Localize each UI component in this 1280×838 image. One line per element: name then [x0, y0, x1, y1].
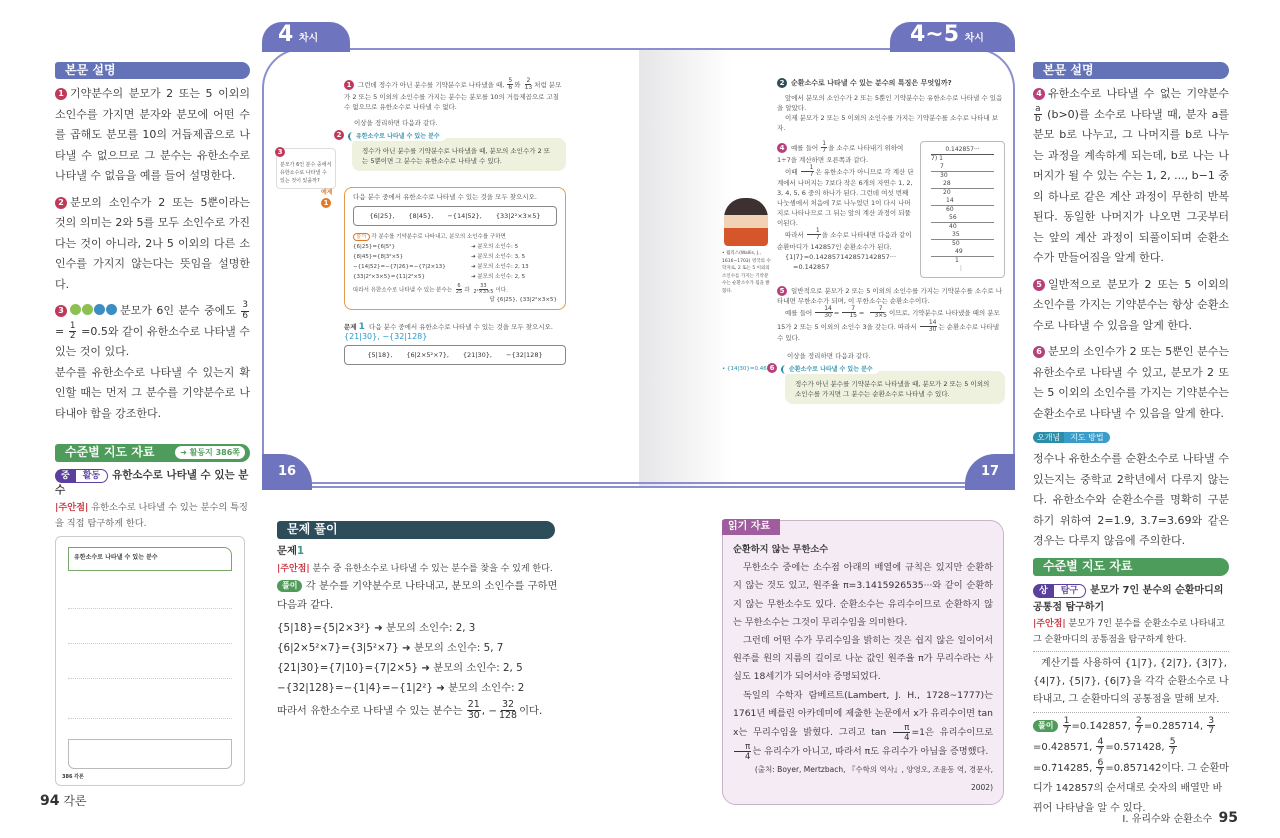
problem-label: 문제 [277, 545, 297, 557]
explanation-item-5 [1033, 275, 1229, 337]
numerator: 1 [69, 320, 76, 331]
page-number-right: 17 [965, 454, 1015, 490]
fraction [455, 284, 463, 296]
solution-equation: −{14|52}=−{7|26}=−{7|2×13} [353, 263, 446, 270]
marker-3: 3 [275, 147, 285, 157]
numerator: 3 [242, 300, 248, 311]
level-title-text: 유한소수로 나타낼 수 있는 분수 [55, 469, 249, 496]
summary-text: 이상을 정리하면 다음과 같다. [354, 118, 438, 127]
right-page-content [769, 78, 1005, 404]
solution-result: ➜ 분모의 소인수: 2, 5 [471, 273, 526, 280]
division-step: 49 [931, 248, 994, 257]
division-step: 14 [931, 197, 994, 206]
note-text: 분모가 7인 분수를 순환소수로 나타내고 그 순환마디의 공통점을 탐구하게 한다. [1033, 618, 1225, 645]
problem-title [277, 542, 562, 562]
heading-text: 순환소수로 나타낼 수 있는 분수의 특징은 무엇일까? [791, 79, 952, 87]
division-quotient: 0.142857··· [931, 146, 994, 155]
denominator: 3×5 [874, 312, 887, 320]
paragraph-4 [777, 141, 914, 278]
numerator: 1 [822, 140, 827, 147]
worksheet-link[interactable] [175, 446, 245, 459]
numerator: π [893, 723, 910, 733]
page-bottom-line [312, 482, 639, 488]
definition-title: 유한소수로 나타낼 수 있는 분수 [348, 132, 446, 141]
denominator: 7 [1063, 725, 1070, 737]
denominator: 6 [242, 310, 248, 321]
fraction-option: {6|2×5²×7}, [406, 351, 449, 360]
fraction-option: {5|18}, [367, 351, 393, 360]
fraction [507, 78, 513, 92]
reading-box [722, 520, 1004, 805]
solution-result: ➜ 분모의 소인수: 5 [471, 243, 519, 250]
item-text: 일반적으로 분모가 2 또는 5 이외의 소인수를 가지는 기약분수는 항상 순환소수로 나타낼 수 있음을 알게 한다. [1033, 277, 1229, 332]
numerator: a [1035, 103, 1041, 114]
fraction [467, 700, 481, 721]
item-text: 분모의 소인수가 2 또는 5뿐인 분수는 유한소수로 나타낼 수 있고, 분모가 2 또는 5 이외의 소인수를 가지는 기약분수는 순환소수로 나타낼 수 있음을 알게 한다. [1033, 345, 1229, 420]
division-step: 1 [955, 257, 959, 264]
paragraph-text: 따라서 $\frac{1}{7}$ 을 소수로 나타내면 다음과 같이 순환마디가 142857인 순환소수가 된다. [777, 227, 912, 251]
fraction [815, 306, 833, 320]
competency-badge-icon [106, 304, 117, 315]
footer-right [1122, 810, 1238, 826]
tip-label-text: 지도 방법 [1064, 432, 1109, 443]
paragraph-text: 이제 분모가 2 또는 5 이외의 소인수를 가지는 기약분수를 소수로 나타내 보자. [777, 114, 999, 132]
section-header-solution: 문제 풀이 [277, 521, 555, 539]
solution-equation: {8|45}={8|3²×5} [353, 253, 404, 260]
tab-number: 4~5 [910, 22, 960, 47]
division-step: 28 [931, 180, 994, 189]
fraction-option: {8|45}, [408, 211, 434, 220]
denominator: 128 [498, 710, 518, 721]
level-title [55, 468, 250, 498]
level-section-right [1033, 582, 1229, 819]
marker-5: 5 [777, 286, 787, 296]
marker-1: 1 [344, 80, 354, 90]
section-header-level-right: 수준별 지도 자료 [1033, 558, 1229, 576]
division-step: 40 [949, 223, 957, 230]
section-header-level [55, 444, 250, 462]
division-step: 7 [931, 163, 994, 172]
explanation-item-1 [55, 84, 250, 187]
numerator: 1 [1063, 714, 1070, 726]
fraction-option: {21|30}, [462, 351, 492, 360]
division-step: 60 [946, 206, 954, 213]
fraction [1135, 716, 1143, 736]
denominator: 7 [1208, 725, 1215, 737]
denominator: 7 [809, 170, 814, 178]
reading-title: 순환하지 않는 무한소수 [733, 544, 829, 555]
numerator: 14 [920, 320, 938, 327]
example-question: 다음 분수 중에서 유한소수로 나타낼 수 있는 것을 모두 찾으시오. [353, 192, 537, 201]
denominator: 25 [455, 288, 463, 295]
tab-label: 차시 [964, 33, 984, 44]
side-question-3 [276, 148, 336, 189]
explanation-item-3 [55, 301, 250, 424]
fraction [1096, 737, 1104, 757]
numerator: π [734, 742, 751, 752]
example-label [321, 188, 335, 209]
denominator: 7 [1135, 725, 1142, 737]
item-number: 1 [55, 88, 67, 100]
denominator: 4 [745, 751, 751, 762]
footer-label: I. 유리수와 순환소수 [1122, 814, 1213, 825]
numerator: 32 [501, 699, 515, 711]
item-number: 6 [1033, 346, 1045, 358]
fraction [241, 301, 249, 320]
competency-badge-icon [82, 304, 93, 315]
fraction [865, 306, 888, 320]
worksheet-thumbnail [55, 536, 245, 786]
problem-number: 1 [296, 545, 305, 557]
fraction [920, 320, 938, 334]
worksheet-line [68, 609, 232, 644]
summary-text: 이상을 정리하면 다음과 같다. [787, 352, 871, 361]
note-text: 유한소수로 나타낼 수 있는 분수의 특징을 직접 탐구하게 한다. [55, 502, 248, 529]
paragraph-text: 일반적으로 분모가 2 또는 5 이외의 소인수를 가지는 기약분수를 소수로 나타내면 무한소수가 되며, 이 무한소수는 순환소수이다. [777, 287, 1003, 305]
fraction-option: −{14|52}, [447, 211, 482, 220]
fraction [1207, 716, 1215, 736]
long-division-box [920, 141, 1005, 278]
solution-result: ➜ 분모의 소인수: 2, 13 [471, 263, 529, 270]
solution-line: {5|18}={5|2×3²} ➜ 분모의 소인수: 2, 3 [277, 621, 476, 634]
fraction [472, 284, 494, 296]
equation: =0.1̇42857̇ [793, 262, 830, 271]
fraction [840, 306, 858, 320]
level-question: 계산기를 사용하여 {1|7}, {2|7}, {3|7}, {4|7}, {5|7}, {6|7}을 각각 순환소수로 나타내고, 그 순환마디의 공통점을 말해 보자. [1033, 652, 1229, 713]
fraction [69, 322, 77, 341]
numerator: 6 [457, 282, 461, 289]
solution-line: −{32|128}=−{1|4}=−{1|2²} ➜ 분모의 소인수: 2 [277, 681, 525, 694]
solution-conclusion: 따라서 유한소수로 나타낼 수 있는 분수는 $\frac{6}{25}$ 과 $\frac{33}{\text{2²×3×5}}$ 이다. [353, 282, 508, 295]
division-step: 56 [931, 214, 994, 223]
problem-number: 1 [358, 322, 365, 333]
tab-number: 4 [278, 22, 294, 47]
item-text: 분모의 소인수가 2 또는 5뿐이라는 것의 의미는 2와 5를 모두 소인수로 가진다는 것이 아니라, 2나 5 이외의 다른 소인수를 가지지 않는다는 뜻임을 설명한다. [55, 195, 250, 291]
example-fractions [353, 206, 557, 226]
fraction [893, 723, 910, 742]
tip-label [1033, 430, 1229, 445]
solution-answer: 답 {6|25}, {33|2²×3×5} [489, 297, 557, 304]
item-number: 2 [55, 197, 67, 209]
side-note-5: • {14|30}=0.46̇ [722, 366, 767, 372]
page-number-left: 16 [262, 454, 312, 490]
numerator: 33 [480, 282, 487, 289]
lesson-tab-right [890, 22, 1015, 52]
note-label: |주안점| [277, 563, 310, 574]
equation: {1|7}=0.142857142857142857··· [785, 252, 897, 261]
explanation-item-6 [1033, 342, 1229, 424]
worksheet-title: 유한소수로 나타낼 수 있는 분수 [68, 547, 232, 571]
marker-2: 2 [334, 130, 344, 140]
solution-pill: 풀이 [277, 580, 302, 592]
level-note [1033, 616, 1229, 652]
division-step: 50 [952, 240, 960, 247]
right-column [1033, 62, 1229, 819]
denominator: 30 [824, 312, 832, 320]
paragraph-text: 예를 들어 $\frac{14}{30}$ = $\frac{7}{15}$ = $\frac{7}{3\times 5}$ 이므로, 기약분수로 나타냈을 때의 분모 15가 2 또는 5 이외의 소인수 3을 갖는다. 따라서 $\frac{14}{30}$ 는 순환소수로 나타낼 수 있다. [777, 305, 1000, 343]
intro-text: 각 분수를 기약분수로 나타내고, 분모의 소인수를 구하면 다음과 같다. [277, 579, 558, 611]
problem-answer-handwritten: {21|30}, −{32|128} [344, 332, 428, 342]
numerator: 4 [1097, 735, 1104, 747]
worksheet-line [68, 644, 232, 679]
fraction [1169, 737, 1177, 757]
level-tag: 상 [1033, 584, 1054, 598]
footer-label: 각론 [63, 794, 87, 808]
item-number: 4 [1033, 88, 1045, 100]
item-text: 분수를 유한소수로 나타낼 수 있는지 확인할 때는 먼저 그 분수를 기약분수로 나타내야 함을 강조한다. [55, 365, 250, 420]
fraction [801, 165, 815, 179]
fraction [498, 700, 518, 721]
solution-row [353, 252, 557, 262]
portrait-caption: • 월리스(Wallis, J., 1616~1703) 영국의 수학자로, 2 또는 5 이외의 소인수를 가지는 기약분수는 순환소수가 됨을 밝혔다. [722, 251, 771, 294]
solution-lines [277, 618, 562, 724]
denominator: 4 [904, 731, 910, 742]
item-text: 분모가 6인 분수 중에도 $\frac{3}{6}$ = $\frac{1}{2}$ =0.5와 같이 유한소수로 나타낼 수 있는 것이 있다. [55, 300, 250, 358]
solution-equation: {6|25}={6|5²} [353, 243, 396, 250]
reading-paragraph: 무한소수 중에는 소수점 아래의 배열에 규칙은 있지만 순환하지 않는 것도 있고, 원주율 π=3.1415926535···와 같이 순환하지 않는 무한소수도 있다. 순환소수는 유리수이므로 순환하지 않는 무한소수는 그것이 무리수임을 의미한다. [733, 562, 993, 628]
fraction [524, 78, 534, 92]
numerator: 2 [1135, 714, 1142, 726]
page-number: 95 [1218, 810, 1238, 826]
fraction-option: −{32|128} [506, 351, 543, 360]
definition-text: 정수가 아닌 분수를 기약분수로 나타냈을 때, 분모가 2 또는 5 이외의 소인수를 가지면 그 분수는 순환소수로 나타낼 수 있다. [795, 380, 990, 399]
worksheet-line [68, 679, 232, 719]
example-solution [353, 232, 557, 306]
solution-line: {21|30}={7|10}={7|2×5} ➜ 분모의 소인수: 2, 5 [277, 661, 523, 674]
marker-6: 6 [767, 363, 777, 373]
numerator: 5 [1169, 735, 1176, 747]
marker-4: 4 [777, 143, 787, 153]
numerator: 14 [815, 306, 833, 313]
fraction-option: {33|2²×3×5} [495, 211, 541, 220]
definition-box-repeating [769, 364, 1005, 404]
fraction [1034, 105, 1042, 124]
fraction [821, 141, 827, 155]
reading-source: (출처: Boyer, Mertzbach, 『수학의 역사』, 양영오, 조윤동 역, 경문사, 2002) [754, 765, 993, 793]
example-box [321, 187, 566, 311]
numerator: 7 [870, 306, 884, 313]
side-question-text: 분모가 6인 분수 중에서 유한소수로 나타낼 수 있는 것이 있을까? [280, 162, 332, 184]
left-page-content [321, 77, 566, 365]
competency-badge-icon [94, 304, 105, 315]
paragraph-text: 예를 들어 $\frac{1}{7}$ 을 소수로 나타내기 위하여 1÷7을 계산하면 오른쪽과 같다. [777, 140, 904, 164]
numerator: 3 [1208, 714, 1215, 726]
reading-paragraph: 독일의 수학자 람베르트(Lambert, J. H., 1728~1777)는 1761년 베를린 아카데미에 제출한 논문에서 x가 유리수이면 tan x는 무리수임을 밝혔다. 그리고 tan $\frac{\pi}{4}$ =1은 유리수이므로 $\frac{\pi}{4}$ 는 유리수가 아니고, 따라서 π도 유리수가 아님을 증명했다. [733, 689, 993, 762]
item-number: 5 [1033, 279, 1045, 291]
tab-label: 차시 [298, 33, 319, 44]
level-tag: 중 [55, 469, 76, 483]
problem-1 [344, 322, 566, 342]
note-label: |주안점| [55, 502, 89, 513]
level-title [1033, 582, 1229, 616]
example-number: 1 [321, 198, 331, 208]
denominator: 7 [1169, 746, 1176, 758]
denominator: b [1035, 114, 1041, 124]
division-step: 35 [931, 231, 994, 240]
solution-note [277, 562, 562, 577]
paragraph-4-row [777, 141, 1005, 278]
solution-row [353, 272, 557, 282]
numerator: 1 [801, 165, 815, 172]
solution-row [353, 262, 557, 272]
solution-intro [277, 577, 562, 616]
page-bottom-line [639, 482, 965, 488]
problem-question: 다음 분수 중에서 유한소수로 나타낼 수 있는 것을 모두 찾으시오. [369, 323, 553, 332]
explanation-text-right [1033, 84, 1229, 552]
explanation-text-left [55, 84, 250, 440]
denominator: 2²×3×5 [473, 288, 494, 295]
numerator: 1 [807, 228, 821, 235]
solution-conclusion: 따라서 유한소수로 나타낼 수 있는 분수는 $\frac{21}{30}$ , − $\frac{32}{128}$ 이다. [277, 699, 543, 721]
activity-tag: 활동 [76, 469, 108, 483]
item-number: 3 [55, 305, 67, 317]
explanation-item-2 [55, 193, 250, 296]
paragraph-text: 앞에서 분모의 소인수가 2 또는 5뿐인 기약분수는 유한소수로 나타낼 수 있음을 알았다. [777, 94, 1003, 112]
solution-section [277, 521, 562, 724]
worksheet-line [68, 579, 232, 609]
page-number: 94 [40, 793, 60, 809]
activity-tag: 탐구 [1054, 584, 1086, 598]
denominator: 7 [815, 234, 820, 242]
section-heading-2 [777, 78, 1005, 88]
fraction [807, 228, 821, 242]
solution-intro: 각 분수를 기약분수로 나타내고, 분모의 소인수를 구하면 [371, 233, 506, 240]
solution-row [353, 242, 557, 252]
solution-label: 풀이 [353, 233, 370, 241]
item-text: 기약분수의 분모가 2 또는 5 이외의 소인수를 가지면 분자와 분모에 어떤 수를 곱해도 분모를 10의 거듭제곱으로 나타낼 수 없으므로 그 분수는 유한소수로 나타낼 수 없음을 예를 들어 설명한다. [55, 87, 250, 182]
arrow-right-icon: ➜ [180, 448, 187, 457]
denominator: 13 [524, 84, 533, 92]
solution-line: {6|2×5²×7}={3|5²×7} ➜ 분모의 소인수: 5, 7 [277, 641, 504, 654]
denominator: 30 [928, 325, 937, 333]
wallis-portrait [724, 198, 768, 246]
example-label-text: 예제 [321, 188, 333, 196]
note-label: |주안점| [1033, 618, 1066, 629]
tip-text: 정수나 유한소수를 순환소수로 나타낼 수 있는지는 중학교 2학년에서 다루지 않는다. 유한소수와 순환소수를 명확히 구분하기 위하여 2=1.9̇, 3.7=3.69̇와 같은 경우는 다루지 않음에 주의한다. [1033, 452, 1229, 547]
problem-label: 문제 [344, 323, 357, 332]
division-steps [931, 155, 994, 273]
denominator: 6 [508, 84, 513, 92]
reading-label: 읽기 자료 [722, 519, 780, 535]
worksheet-page-number: 386 각론 [62, 774, 84, 780]
definition-text: 정수가 아닌 분수를 기약분수로 나타냈을 때, 분모의 소인수가 2 또는 5뿐이면 그 분수는 유한소수로 나타낼 수 있다. [362, 146, 551, 165]
section-header-explanation-right: 본문 설명 [1033, 62, 1229, 79]
numerator: 21 [467, 699, 480, 711]
denominator: 30 [467, 710, 480, 721]
fraction [1096, 758, 1104, 778]
numerator: 6 [1097, 756, 1104, 768]
lesson-tab-left [262, 22, 350, 52]
section-number-icon: 2 [777, 78, 787, 88]
footer-left [40, 792, 87, 809]
level-note [55, 500, 250, 532]
worksheet-answer-box [68, 739, 232, 769]
solution-pill: 풀이 [1033, 720, 1058, 732]
fraction-option: {6|25}, [369, 211, 395, 220]
level-answer [1033, 716, 1229, 819]
numerator: 7 [842, 306, 856, 313]
reading-paragraph: 그런데 어떤 수가 무리수임을 밝히는 것은 쉽지 않은 일이어서 원주를 원의 지름의 길이로 나눈 값인 원주율 π가 무리수라는 사실도 18세기가 되어서야 증명되었다. [733, 635, 993, 683]
level-header-title: 수준별 지도 자료 [65, 445, 155, 459]
fraction [734, 742, 751, 761]
problem-fractions [344, 345, 566, 365]
solution-result: ➜ 분모의 소인수: 3, 5 [471, 253, 526, 260]
numerator: 2 [526, 77, 531, 84]
fraction [1063, 716, 1071, 736]
explanation-item-4 [1033, 84, 1229, 269]
paragraph-1 [344, 78, 566, 112]
definition-box-finite [336, 130, 566, 171]
division-step: 30 [940, 172, 948, 179]
division-step: 20 [943, 189, 951, 196]
denominator: 15 [849, 312, 857, 320]
note-text: 분수 중 유한소수로 나타낼 수 있는 분수를 찾을 수 있게 한다. [312, 563, 553, 574]
definition-title: 순환소수로 나타낼 수 있는 분수 [781, 365, 879, 374]
numerator: 5 [508, 77, 513, 84]
paragraph-5 [777, 286, 1005, 343]
link-label: 활동지 386쪽 [189, 448, 240, 457]
paragraph-text: 이때 $\frac{1}{7}$ 은 유한소수가 아니므로 각 계산 단계에서 나머지는 7보다 작은 6개의 자연수 1, 2, 3, 4, 5, 6 중의 하나가 된다. 그런데 여섯 번째 나눗셈에서 처음에 7로 나누었던 1이 다시 나머지로 나타나므로 그 뒤는 앞의 계산 과정이 되풀이된다. [777, 163, 914, 228]
textbook-spread [262, 20, 1015, 510]
left-column [55, 62, 250, 786]
denominator: 7 [1097, 767, 1104, 779]
intro-paragraph [777, 93, 1005, 133]
division-step: 7) 1 [931, 155, 943, 162]
competency-badge-icon [70, 304, 81, 315]
tip-tag: 오개념 [1033, 432, 1064, 443]
item-text: 유한소수로 나타낼 수 없는 기약분수 $\frac{a}{b}$ (b>0)를 소수로 나타낼 때, 분자 a를 분모 b로 나누고, 그 나머지를 b로 나누는 과정을 계속하게 되는데, b로 나는 나머지가 될 수 있는 수는 1, 2, ..., b−1 중의 하나로 같은 계산 과정이 무한히 반복된다. 동일한 나머지가 나오면 그곳부터는 앞의 계산 과정이 되풀이되며 순환소수가 만들어짐을 알게 한다. [1033, 87, 1229, 264]
level-title-text: 분모가 7인 분수의 순환마디의 공통점 탐구하기 [1033, 584, 1224, 613]
solution-equation: {33|2²×3×5}={11|2²×5} [353, 273, 426, 280]
denominator: 7 [822, 147, 827, 155]
division-step: ⋮ [958, 265, 964, 272]
answer-text: $\frac{1}{7}$ =0.1̇42857̇, $\frac{2}{7}$ =0.2̇85714̇, $\frac{3}{7}$ =0.4̇28571̇, $\frac{4}{7}$ =0.5̇71428̇, $\frac{5}{7}$ =0.7̇14285̇, $\frac{6}{7}$ =0.8̇57142̇이다. 그 순환마디가 142857의 순서대로 숫자의 배열만 바뀌어 나타남을 알 수 있다. [1033, 714, 1229, 814]
section-header-explanation: 본문 설명 [55, 62, 250, 79]
paragraph-text: 그런데 정수가 아닌 분수를 기약분수로 나타냈을 때, $\frac{5}{6}$ 와 $\frac{2}{13}$ 처럼 분모가 2 또는 5 이외의 소인수를 가지는 분수는 분모를 10의 거듭제곱으로 고칠 수 없으므로 유한소수로 나타낼 수 없다. [344, 77, 562, 111]
denominator: 7 [1097, 746, 1104, 758]
denominator: 2 [69, 331, 76, 341]
